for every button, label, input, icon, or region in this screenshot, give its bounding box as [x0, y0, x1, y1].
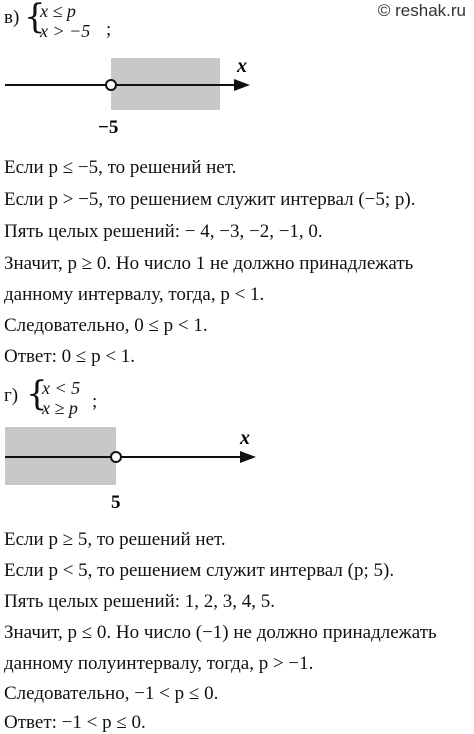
answer-g: Ответ: −1 < p ≤ 0. [4, 712, 146, 733]
system-g-end: ; [92, 391, 98, 412]
system-v-line2: x > −5 [40, 21, 91, 41]
text-line: Если p > −5, то решением служит интервал (−5; p). [4, 189, 416, 210]
watermark-text: © reshak.ru [377, 1, 466, 20]
number-line-g [0, 422, 474, 514]
system-v-end: ; [106, 19, 112, 40]
text-line: Если p ≥ 5, то решений нет. [4, 529, 226, 550]
text-line: Значит, p ≥ 0. Но число 1 не должно принадлежать [4, 253, 414, 274]
axis-var-g: x [240, 427, 250, 449]
text-line: Пять целых решений: 1, 2, 3, 4, 5. [4, 591, 276, 612]
text-line: Следовательно, 0 ≤ p < 1. [4, 315, 208, 336]
open-point-g [111, 452, 121, 462]
number-line-v [0, 50, 474, 140]
part-v-label: в) [4, 7, 20, 28]
text-line: данному полуинтервалу, тогда, p > −1. [4, 653, 314, 674]
point-label-v: −5 [98, 117, 119, 138]
system-v-line1: x ≤ p [40, 1, 76, 21]
text-line: данному интервалу, тогда, p < 1. [4, 284, 265, 305]
text-line: Значит, p ≤ 0. Но число (−1) не должно принадлежать [4, 622, 437, 643]
text-line: Пять целых решений: − 4, −3, −2, −1, 0. [4, 221, 323, 242]
text-line: Если p < 5, то решением служит интервал (p; 5). [4, 560, 395, 581]
system-g-line1: x < 5 [42, 378, 81, 398]
text-line: Следовательно, −1 < p ≤ 0. [4, 683, 219, 704]
system-v [40, 1, 90, 41]
axis-arrow-g [240, 451, 256, 463]
answer-v: Ответ: 0 ≤ p < 1. [4, 346, 136, 367]
text-line: Если p ≤ −5, то решений нет. [4, 157, 237, 178]
open-point-v [106, 80, 116, 90]
system-g-line2: x ≥ p [42, 398, 78, 418]
system-g [42, 378, 80, 418]
axis-arrow-v [234, 79, 250, 91]
point-label-g: 5 [111, 492, 121, 513]
part-g-label: г) [4, 385, 19, 406]
system-brace-g: { [26, 374, 48, 414]
axis-var-v: x [237, 55, 247, 77]
system-brace-v: { [24, 0, 46, 37]
